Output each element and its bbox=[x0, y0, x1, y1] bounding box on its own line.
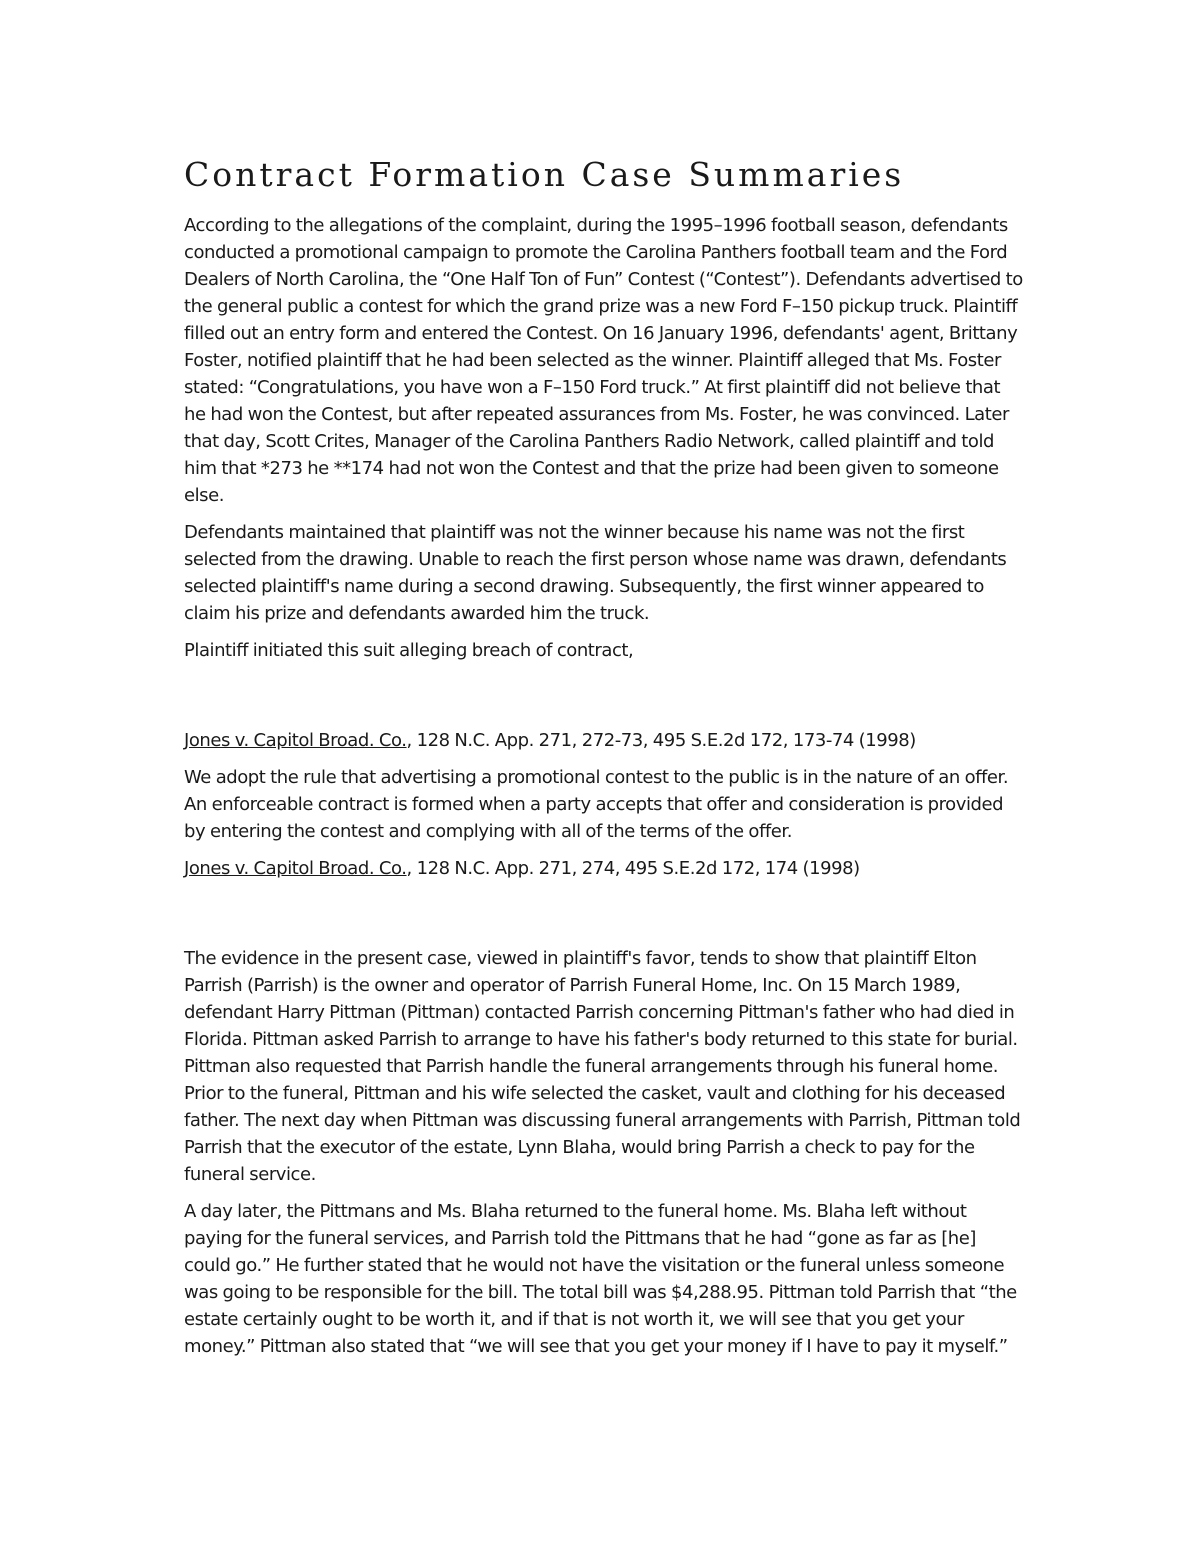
document-title: Contract Formation Case Summaries bbox=[184, 155, 905, 194]
blank-line bbox=[184, 674, 1024, 727]
case-summary-paragraph-1: According to the allegations of the complaint, during the 1995–1996 football season, defendants conducted a promotional campaign to promote the Carolina Panthers football team and the Ford Dealers of North Carolina, the “One Half Ton of Fun” Contest (“Contest”). Defendants advertised to the general public a contest for which the grand prize was a new Ford F–150 pickup truck. Plaintiff filled out an entry form and entered the Contest. On 16 January 1996, defendants' agent, Brittany Foster, notified plaintiff that he had been selected as the winner. Plaintiff alleged that Ms. Foster stated: “Congratulations, you have won a F–150 Ford truck.” At first plaintiff did not believe that he had won the Contest, but after repeated assurances from Ms. Foster, he was convinced. Later that day, Scott Crites, Manager of the Carolina Panthers Radio Network, called plaintiff and told him that *273 he **174 had not won the Contest and that the prize had been given to someone else. bbox=[184, 215, 1023, 506]
blank-line bbox=[184, 892, 1024, 945]
case-name-link: Jones v. Capitol Broad. Co. bbox=[184, 730, 407, 751]
case-summary-paragraph-3: Plaintiff initiated this suit alleging breach of contract, bbox=[184, 640, 634, 661]
case-citation-1 bbox=[184, 727, 1024, 754]
holding-paragraph: We adopt the rule that advertising a promotional contest to the public is in the nature of an offer. An enforceable contract is formed when a party accepts that offer and consideration is provided by entering the contest and complying with all of the terms of the offer. bbox=[184, 767, 1009, 842]
case-name-link: Jones v. Capitol Broad. Co. bbox=[184, 858, 407, 879]
document-content bbox=[184, 150, 1024, 1370]
case-summary-paragraph-5: The evidence in the present case, viewed in plaintiff's favor, tends to show that plaintiff Elton Parrish (Parrish) is the owner and operator of Parrish Funeral Home, Inc. On 15 March 1989, defendant Harry Pittman (Pittman) contacted Parrish concerning Pittman's father who had died in Florida. Pittman asked Parrish to arrange to have his father's body returned to this state for burial. Pittman also requested that Parrish handle the funeral arrangements through his funeral home. Prior to the funeral, Pittman and his wife selected the casket, vault and clothing for his deceased father. The next day when Pittman was discussing funeral arrangements with Parrish, Pittman told Parrish that the executor of the estate, Lynn Blaha, would bring Parrish a check to pay for the funeral service. bbox=[184, 948, 1021, 1185]
case-summary-paragraph-2: Defendants maintained that plaintiff was not the winner because his name was not the first selected from the drawing. Unable to reach the first person whose name was drawn, defendants selected plaintiff's name during a second drawing. Subsequently, the first winner appeared to claim his prize and defendants awarded him the truck. bbox=[184, 522, 1007, 624]
case-reference: , 128 N.C. App. 271, 274, 495 S.E.2d 172, 174 (1998) bbox=[406, 858, 860, 879]
case-citation-2 bbox=[184, 855, 1024, 882]
case-reference: , 128 N.C. App. 271, 272-73, 495 S.E.2d 172, 173-74 (1998) bbox=[406, 730, 916, 751]
case-summary-paragraph-6: A day later, the Pittmans and Ms. Blaha returned to the funeral home. Ms. Blaha left without paying for the funeral services, and Parrish told the Pittmans that he had “gone as far as [he] could go.” He further stated that he would not have the visitation or the funeral unless someone was going to be responsible for the bill. The total bill was $4,288.95. Pittman told Parrish that “the estate certainly ought to be worth it, and if that is not worth it, we will see that you get your money.” Pittman also stated that “we will see that you get your money if I have to pay it myself.” bbox=[184, 1201, 1017, 1357]
